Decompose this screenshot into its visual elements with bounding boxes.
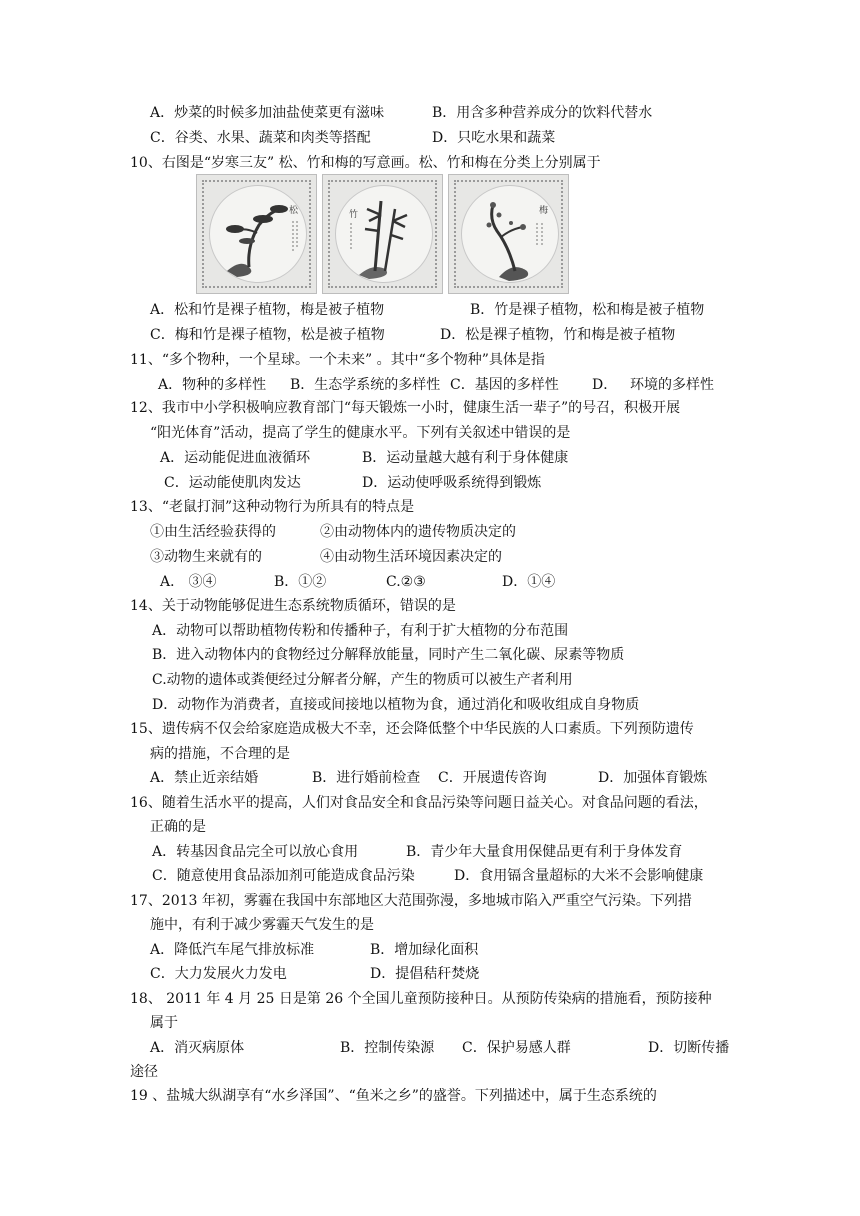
q17-option-b: B．增加绿化面积 — [370, 942, 479, 958]
q18-stem-line2: 属于 — [150, 1015, 178, 1031]
q18-option-d: D．切断传播 — [648, 1040, 730, 1056]
q15-stem-line2: 病的措施，不合理的是 — [150, 746, 290, 762]
pine-icon — [197, 175, 318, 295]
q17-option-a: A．降低汽车尾气排放标准 — [150, 942, 315, 958]
q11-option-c: C．基因的多样性 — [450, 377, 559, 393]
q9-option-a: A．炒菜的时候多加油盐使菜更有滋味 — [150, 105, 385, 121]
q9-option-b: B．用含多种营养成分的饮料代替水 — [432, 105, 653, 121]
q18-stem-line1: 18、 2011 年 4 月 25 日是第 26 个全国儿童预防接种日。从预防传染病的措施看，预防接种 — [130, 991, 712, 1007]
q15-option-a: A．禁止近亲结婚 — [150, 770, 259, 786]
q16-option-b: B．青少年大量食用保健品更有利于身体发育 — [406, 844, 683, 860]
q16-stem-line2: 正确的是 — [150, 819, 206, 835]
q13-item-1: ①由生活经验获得的 — [150, 524, 276, 540]
q10-option-b: B．竹是裸子植物，松和梅是被子植物 — [470, 302, 705, 318]
q14-stem: 14、关于动物能够促进生态系统物质循环，错误的是 — [130, 598, 456, 614]
q15-stem-line1: 15、遗传病不仅会给家庭造成极大不幸，还会降低整个中华民族的人口素质。下列预防遗传 — [130, 721, 694, 737]
q11-option-a: A．物种的多样性 — [158, 377, 267, 393]
q13-option-d: D．①④ — [502, 574, 556, 590]
q12-stem-line2: “阳光体育”活动，提高了学生的健康水平。下列有关叙述中错误的是 — [150, 425, 571, 441]
q13-option-c: C.②③ — [386, 574, 426, 590]
q9-option-c: C．谷类、水果、蔬菜和肉类等搭配 — [150, 130, 371, 146]
q12-option-d: D．运动使呼吸系统得到锻炼 — [362, 475, 542, 491]
q13-item-4: ④由动物生活环境因素决定的 — [320, 549, 502, 565]
pine-painting — [196, 174, 317, 294]
q9-option-d: D．只吃水果和蔬菜 — [432, 130, 556, 146]
q18-option-c: C．保护易感人群 — [462, 1040, 571, 1056]
q10-option-c: C．梅和竹是裸子植物，松是被子植物 — [150, 327, 385, 343]
q13-item-3: ③动物生来就有的 — [150, 549, 262, 565]
q12-stem-line1: 12、我市中小学积极响应教育部门“每天锻炼一小时，健康生活一辈子”的号召，积极开展 — [130, 400, 681, 416]
q17-option-d: D．提倡秸秆焚烧 — [370, 966, 480, 982]
q17-option-c: C．大力发展火力发电 — [150, 966, 287, 982]
q18-option-b: B．控制传染源 — [340, 1040, 435, 1056]
q14-option-b: B．进入动物体内的食物经过分解释放能量，同时产生二氧化碳、尿素等物质 — [152, 647, 625, 663]
q14-option-d: D．动物作为消费者，直接或间接地以植物为食，通过消化和吸收组成自身物质 — [152, 697, 640, 713]
q15-option-c: C．开展遗传咨询 — [438, 770, 547, 786]
q12-option-a: A．运动能促进血液循环 — [160, 450, 311, 466]
q11-option-d: D． — [592, 377, 618, 393]
q16-option-c: C．随意使用食品添加剂可能造成食品污染 — [152, 868, 415, 884]
q16-option-d: D．食用镉含量超标的大米不会影响健康 — [454, 868, 704, 884]
q10-stem: 10、右图是“岁寒三友” 松、竹和梅的写意画。松、竹和梅在分类上分别属于 — [130, 155, 601, 171]
plum-painting — [448, 174, 569, 294]
svg-text:竹: 竹 — [349, 210, 359, 220]
q16-stem-line1: 16、随着生活水平的提高，人们对食品安全和食品污染等问题日益关心。对食品问题的看法， — [130, 795, 708, 811]
q13-option-a: A． ③④ — [160, 574, 217, 590]
q13-stem: 13、“老鼠打洞”这种动物行为所具有的特点是 — [130, 499, 415, 515]
q15-option-b: B．进行婚前检查 — [312, 770, 421, 786]
q18-option-d-continued: 途径 — [130, 1064, 158, 1080]
q10-figure-three-friends — [196, 174, 578, 294]
q12-option-b: B．运动量越大越有利于身体健康 — [362, 450, 569, 466]
svg-text:梅: 梅 — [539, 206, 549, 216]
plum-icon — [449, 175, 570, 295]
q17-stem-line2: 施中，有利于减少雾霾天气发生的是 — [150, 917, 374, 933]
q11-option-d-text: 环境的多样性 — [630, 377, 714, 393]
q13-item-2: ②由动物体内的遗传物质决定的 — [320, 524, 516, 540]
q11-stem: 11、“多个物种，一个星球。一个未来” 。其中“多个物种”具体是指 — [130, 352, 545, 368]
q14-option-c: C.动物的遗体或粪便经过分解者分解，产生的物质可以被生产者利用 — [152, 672, 573, 688]
q15-option-d: D．加强体育锻炼 — [598, 770, 708, 786]
bamboo-painting — [322, 174, 443, 294]
bamboo-icon — [323, 175, 444, 295]
q14-option-a: A．动物可以帮助植物传粉和传播种子，有利于扩大植物的分布范围 — [152, 623, 569, 639]
q12-option-c: C．运动能使肌肉发达 — [164, 475, 301, 491]
q10-option-d: D．松是裸子植物，竹和梅是被子植物 — [440, 327, 676, 343]
svg-text:松: 松 — [289, 206, 299, 216]
q11-option-b: B．生态学系统的多样性 — [290, 377, 441, 393]
q16-option-a: A．转基因食品完全可以放心食用 — [152, 844, 359, 860]
q13-option-b: B．①② — [274, 574, 327, 590]
q17-stem-line1: 17、2013 年初，雾霾在我国中东部地区大范围弥漫，多地城市陷入严重空气污染。下列措 — [130, 893, 692, 909]
q10-option-a: A．松和竹是裸子植物，梅是被子植物 — [150, 302, 385, 318]
q18-option-a: A．消灭病原体 — [150, 1040, 245, 1056]
q19-stem-line1: 19 、盐城大纵湖享有“水乡泽国”、“鱼米之乡”的盛誉。下列描述中，属于生态系统的 — [130, 1088, 657, 1104]
